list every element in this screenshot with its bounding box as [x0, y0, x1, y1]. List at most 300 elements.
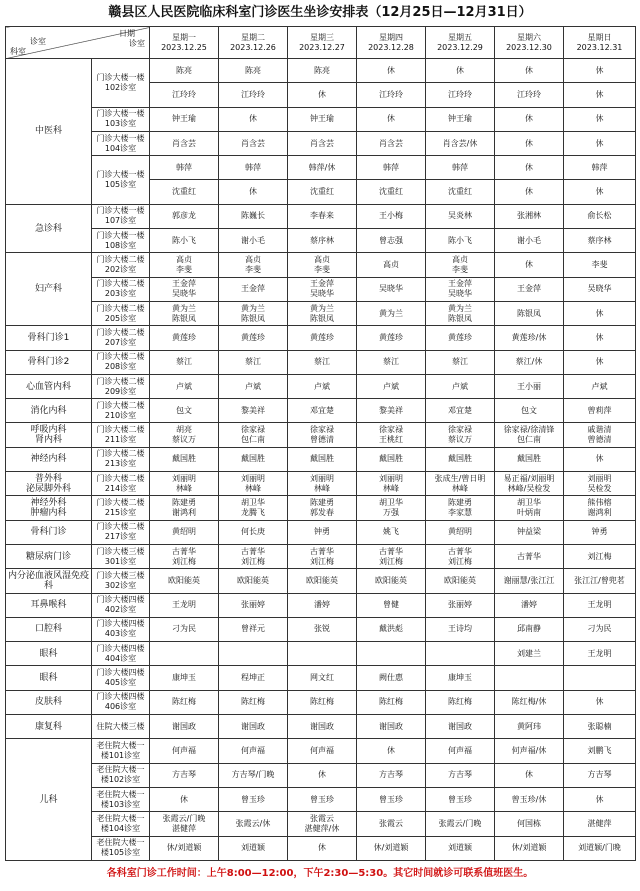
doctor-cell: 曾志强: [357, 229, 426, 253]
doctor-cell: 休: [564, 107, 636, 131]
doctor-cell: 刘丽明 林峰: [357, 472, 426, 496]
table-row: [6, 59, 636, 83]
day-header: [288, 27, 357, 59]
doctor-cell: 戚谐清 曾德清: [564, 423, 636, 447]
doctor-cell: 休: [495, 131, 564, 155]
doctor-cell: 张霞云: [357, 812, 426, 836]
doctor-cell: 王小梅: [357, 204, 426, 228]
table-row: [6, 447, 636, 471]
doctor-cell: 谢国政: [288, 715, 357, 739]
doctor-cell: 李斐: [564, 253, 636, 277]
doctor-cell: 陈亮: [288, 59, 357, 83]
doctor-cell: 欧阳能英: [219, 569, 288, 593]
department-cell: 眼科: [6, 642, 92, 666]
doctor-cell: [219, 642, 288, 666]
weekday-label: 星期六: [517, 32, 541, 42]
weekday-label: 星期一: [172, 32, 196, 42]
room-cell: 门诊大楼一楼 105诊室: [92, 156, 150, 205]
doctor-cell: 吴炎林: [426, 204, 495, 228]
doctor-cell: 徐家禄 曾德清: [288, 423, 357, 447]
room-cell: 门诊大楼二楼 207诊室: [92, 326, 150, 350]
table-row: [6, 812, 636, 836]
doctor-cell: 王小丽: [495, 374, 564, 398]
doctor-cell: 休: [288, 763, 357, 787]
doctor-cell: 张成生/曾日明 林峰: [426, 472, 495, 496]
doctor-cell: 休: [357, 739, 426, 763]
doctor-cell: 方吉琴/门晚: [219, 763, 288, 787]
doctor-cell: 陈红梅: [357, 690, 426, 714]
doctor-cell: 黄阿玮: [495, 715, 564, 739]
room-cell: 门诊大楼一楼 103诊室: [92, 107, 150, 131]
department-cell: 内分泌血液风湿免疫科: [6, 569, 92, 593]
doctor-cell: 陈红梅/休: [495, 690, 564, 714]
doctor-cell: 包文: [150, 399, 219, 423]
table-row: [6, 472, 636, 496]
table-row: [6, 374, 636, 398]
doctor-cell: 休: [426, 59, 495, 83]
doctor-cell: 卢斌: [564, 374, 636, 398]
table-row: [6, 690, 636, 714]
doctor-cell: 休: [219, 180, 288, 204]
weekday-label: 星期四: [379, 32, 403, 42]
doctor-cell: 邓宜楚: [426, 399, 495, 423]
doctor-cell: 谢国政: [150, 715, 219, 739]
doctor-cell: 休: [288, 836, 357, 860]
corner-room-label: 诊室: [129, 39, 145, 48]
room-cell: 门诊大楼一楼 104诊室: [92, 131, 150, 155]
doctor-cell: [357, 642, 426, 666]
doctor-cell: 江玲玲: [150, 83, 219, 107]
doctor-cell: 休/刘道颖: [150, 836, 219, 860]
doctor-cell: 黄莲珍: [426, 326, 495, 350]
doctor-cell: 沈重红: [357, 180, 426, 204]
doctor-cell: 刁为民: [150, 617, 219, 641]
day-header: [219, 27, 288, 59]
doctor-cell: 韩萍: [564, 156, 636, 180]
doctor-cell: 休: [495, 107, 564, 131]
doctor-cell: 张霞云/门晚: [426, 812, 495, 836]
doctor-cell: 肖含芸: [288, 131, 357, 155]
doctor-cell: 休: [564, 787, 636, 811]
doctor-cell: 休: [564, 180, 636, 204]
doctor-cell: 休: [564, 301, 636, 325]
doctor-cell: 曾玉珍: [288, 787, 357, 811]
doctor-cell: 康坤玉: [426, 666, 495, 690]
weekday-label: 星期二: [241, 32, 265, 42]
table-row: [6, 277, 636, 301]
doctor-cell: 王金萍 吴晓华: [426, 277, 495, 301]
doctor-cell: 黎美祥: [219, 399, 288, 423]
date-label: 2023.12.30: [506, 42, 552, 52]
table-row: [6, 253, 636, 277]
doctor-cell: 陈红梅: [150, 690, 219, 714]
doctor-cell: 卢斌: [150, 374, 219, 398]
doctor-cell: 沈重红: [288, 180, 357, 204]
room-cell: 老住院大楼一 楼105诊室: [92, 836, 150, 860]
doctor-cell: 刘鹏飞: [564, 739, 636, 763]
department-cell: 口腔科: [6, 617, 92, 641]
room-cell: 门诊大楼二楼 215诊室: [92, 496, 150, 520]
doctor-cell: [426, 642, 495, 666]
room-cell: 门诊大楼三楼 302诊室: [92, 569, 150, 593]
doctor-cell: 王龙明: [564, 642, 636, 666]
doctor-cell: 潘婷: [495, 593, 564, 617]
room-cell: 门诊大楼二楼 203诊室: [92, 277, 150, 301]
doctor-cell: 欧阳能英: [150, 569, 219, 593]
doctor-cell: 刘建兰: [495, 642, 564, 666]
table-row: [6, 666, 636, 690]
clinic-hours-note: 各科室门诊工作时间：上午8:00—12:00，下午2:30—5:30。其它时间就诊可联系值班医生。: [106, 868, 534, 879]
schedule-table: [5, 26, 636, 861]
doctor-cell: 沈重红: [426, 180, 495, 204]
doctor-cell: 古菁华 刘江梅: [219, 544, 288, 568]
date-label: 2023.12.31: [576, 42, 623, 52]
doctor-cell: 刁为民: [564, 617, 636, 641]
department-cell: 骨科门诊1: [6, 326, 92, 350]
doctor-cell: 王金萍: [495, 277, 564, 301]
table-row: [6, 763, 636, 787]
day-header: [564, 27, 636, 59]
header-row: [6, 27, 636, 59]
doctor-cell: 程坤正: [219, 666, 288, 690]
doctor-cell: 邱南静: [495, 617, 564, 641]
doctor-cell: 江玲玲: [495, 83, 564, 107]
doctor-cell: 卢斌: [426, 374, 495, 398]
doctor-cell: 休: [564, 326, 636, 350]
doctor-cell: 徐家禄 蔡议万: [426, 423, 495, 447]
doctor-cell: 休: [564, 350, 636, 374]
doctor-cell: 古菁华 刘江梅: [288, 544, 357, 568]
doctor-cell: 张丽婷: [426, 593, 495, 617]
doctor-cell: 古菁华 刘江梅: [426, 544, 495, 568]
department-cell: 妇产科: [6, 253, 92, 326]
doctor-cell: 卢斌: [357, 374, 426, 398]
doctor-cell: 休: [495, 156, 564, 180]
doctor-cell: 陈小飞: [426, 229, 495, 253]
room-cell: 门诊大楼二楼 211诊室: [92, 423, 150, 447]
doctor-cell: [150, 642, 219, 666]
doctor-cell: 李春来: [288, 204, 357, 228]
doctor-cell: 戴国胜: [288, 447, 357, 471]
date-label: 2023.12.26: [230, 42, 276, 52]
doctor-cell: 高贞 李斐: [219, 253, 288, 277]
table-row: [6, 229, 636, 253]
date-label: 2023.12.28: [368, 42, 414, 52]
doctor-cell: 江玲玲: [219, 83, 288, 107]
doctor-cell: 康坤玉: [150, 666, 219, 690]
doctor-cell: 刘道颖: [426, 836, 495, 860]
doctor-cell: 休: [288, 83, 357, 107]
day-header: [426, 27, 495, 59]
doctor-cell: 黎美祥: [357, 399, 426, 423]
doctor-cell: 何声福: [288, 739, 357, 763]
doctor-cell: 黄莲珍: [219, 326, 288, 350]
doctor-cell: 蔡江: [288, 350, 357, 374]
doctor-cell: 戴国胜: [357, 447, 426, 471]
table-row: [6, 301, 636, 325]
doctor-cell: 曾玉珍: [426, 787, 495, 811]
doctor-cell: 蔡序林: [564, 229, 636, 253]
doctor-cell: 吴晓华: [357, 277, 426, 301]
doctor-cell: 休: [219, 107, 288, 131]
department-cell: 中医科: [6, 59, 92, 205]
doctor-cell: 胡卫华 万强: [357, 496, 426, 520]
department-cell: 眼科: [6, 666, 92, 690]
doctor-cell: 王诗均: [426, 617, 495, 641]
doctor-cell: 曾健: [357, 593, 426, 617]
doctor-cell: 陈建勇 李家慧: [426, 496, 495, 520]
doctor-cell: 张霞云/门晚 湛健萍: [150, 812, 219, 836]
room-cell: 门诊大楼二楼 214诊室: [92, 472, 150, 496]
doctor-cell: 钟王瑜: [150, 107, 219, 131]
doctor-cell: 熊伟榕 谢鸿利: [564, 496, 636, 520]
doctor-cell: 蔡江: [150, 350, 219, 374]
doctor-cell: 休: [564, 690, 636, 714]
doctor-cell: 黄为兰 陈银凤: [219, 301, 288, 325]
room-cell: 门诊大楼四楼 405诊室: [92, 666, 150, 690]
doctor-cell: 徐家禄 王桃红: [357, 423, 426, 447]
doctor-cell: 韩萍: [357, 156, 426, 180]
day-header: [495, 27, 564, 59]
room-cell: 门诊大楼二楼 213诊室: [92, 447, 150, 471]
doctor-cell: 休: [495, 763, 564, 787]
doctor-cell: 刘丽明 林峰: [288, 472, 357, 496]
doctor-cell: 方吉琴: [564, 763, 636, 787]
doctor-cell: 沈重红: [150, 180, 219, 204]
doctor-cell: 黄为兰 陈银凤: [426, 301, 495, 325]
room-cell: 老住院大楼一 楼101诊室: [92, 739, 150, 763]
table-row: [6, 131, 636, 155]
doctor-cell: 谢小毛: [219, 229, 288, 253]
room-cell: 门诊大楼二楼 209诊室: [92, 374, 150, 398]
room-cell: 住院大楼三楼: [92, 715, 150, 739]
doctor-cell: 曾玉珍/休: [495, 787, 564, 811]
doctor-cell: 黄绍明: [150, 520, 219, 544]
table-row: [6, 642, 636, 666]
table-row: [6, 107, 636, 131]
doctor-cell: 休: [357, 107, 426, 131]
doctor-cell: 王龙明: [564, 593, 636, 617]
doctor-cell: 邓宜楚: [288, 399, 357, 423]
doctor-cell: 何长庚: [219, 520, 288, 544]
doctor-cell: 陈建勇 郭发春: [288, 496, 357, 520]
doctor-cell: 休: [495, 59, 564, 83]
day-header: [357, 27, 426, 59]
table-row: [6, 496, 636, 520]
doctor-cell: 戴国胜: [495, 447, 564, 471]
doctor-cell: 曾玉珍: [357, 787, 426, 811]
doctor-cell: 谢国政: [219, 715, 288, 739]
department-cell: 儿科: [6, 739, 92, 860]
table-row: [6, 569, 636, 593]
doctor-cell: 包文: [495, 399, 564, 423]
doctor-cell: 钟勇: [288, 520, 357, 544]
doctor-cell: 刘丽明 吴检发: [564, 472, 636, 496]
doctor-cell: 欧阳能英: [357, 569, 426, 593]
doctor-cell: 高贞: [357, 253, 426, 277]
doctor-cell: [495, 666, 564, 690]
doctor-cell: 俞长松: [564, 204, 636, 228]
doctor-cell: 戴国胜: [219, 447, 288, 471]
department-cell: 糖尿病门诊: [6, 544, 92, 568]
department-cell: 普外科 泌尿脚外科: [6, 472, 92, 496]
doctor-cell: 何声福: [150, 739, 219, 763]
doctor-cell: 何国栋: [495, 812, 564, 836]
department-cell: 心血管内科: [6, 374, 92, 398]
doctor-cell: 谢小毛: [495, 229, 564, 253]
doctor-cell: 张锐: [288, 617, 357, 641]
doctor-cell: 胡亮 蔡议万: [150, 423, 219, 447]
day-header: [150, 27, 219, 59]
doctor-cell: 张江江/曾兜茗: [564, 569, 636, 593]
room-cell: 门诊大楼四楼 406诊室: [92, 690, 150, 714]
doctor-cell: 陈小飞: [150, 229, 219, 253]
doctor-cell: 高贞 李斐: [150, 253, 219, 277]
doctor-cell: 卢斌: [288, 374, 357, 398]
doctor-cell: 黄莲珍: [288, 326, 357, 350]
doctor-cell: 曾祥元: [219, 617, 288, 641]
doctor-cell: 徐家禄 包仁南: [219, 423, 288, 447]
doctor-cell: 蔡江: [357, 350, 426, 374]
doctor-cell: 钟益梁: [495, 520, 564, 544]
date-label: 2023.12.29: [437, 42, 483, 52]
table-row: [6, 739, 636, 763]
room-cell: 老住院大楼一 楼102诊室: [92, 763, 150, 787]
room-cell: 门诊大楼一楼 107诊室: [92, 204, 150, 228]
room-cell: 门诊大楼四楼 402诊室: [92, 593, 150, 617]
doctor-cell: 陈红梅: [219, 690, 288, 714]
doctor-cell: 戴国胜: [150, 447, 219, 471]
department-cell: 皮肤科: [6, 690, 92, 714]
corner-room-label-2: 诊室: [30, 37, 46, 46]
doctor-cell: 戴洪彪: [357, 617, 426, 641]
doctor-cell: 黄莲珍: [357, 326, 426, 350]
doctor-cell: 黄为兰: [357, 301, 426, 325]
doctor-cell: 休: [564, 59, 636, 83]
doctor-cell: 韩萍: [426, 156, 495, 180]
department-cell: 骨科门诊2: [6, 350, 92, 374]
doctor-cell: 江玲玲: [426, 83, 495, 107]
room-cell: 门诊大楼二楼 208诊室: [92, 350, 150, 374]
doctor-cell: 陈亮: [150, 59, 219, 83]
doctor-cell: 江玲玲: [357, 83, 426, 107]
department-cell: 急诊科: [6, 204, 92, 253]
doctor-cell: 刘江梅: [564, 544, 636, 568]
doctor-cell: 阙仕惠: [357, 666, 426, 690]
department-cell: 骨科门诊: [6, 520, 92, 544]
doctor-cell: 肖含芸: [150, 131, 219, 155]
doctor-cell: 王金萍 吴晓华: [150, 277, 219, 301]
department-cell: 耳鼻喉科: [6, 593, 92, 617]
room-cell: 门诊大楼四楼 404诊室: [92, 642, 150, 666]
doctor-cell: 高贞 李斐: [288, 253, 357, 277]
doctor-cell: 方吉琴: [426, 763, 495, 787]
room-cell: 老住院大楼一 楼104诊室: [92, 812, 150, 836]
corner-cell: [6, 27, 150, 59]
doctor-cell: 曾莉萍: [564, 399, 636, 423]
doctor-cell: 王龙明: [150, 593, 219, 617]
doctor-cell: 张丽婷: [219, 593, 288, 617]
department-cell: 呼吸内科 肾内科: [6, 423, 92, 447]
doctor-cell: 肖含芸: [357, 131, 426, 155]
doctor-cell: 休/刘道颖: [495, 836, 564, 860]
doctor-cell: 刘丽明 林峰: [150, 472, 219, 496]
doctor-cell: 黄莲珍/休: [495, 326, 564, 350]
date-label: 2023.12.25: [161, 42, 207, 52]
doctor-cell: 谢国政: [426, 715, 495, 739]
doctor-cell: [288, 642, 357, 666]
doctor-cell: 胡卫华 叶炳南: [495, 496, 564, 520]
doctor-cell: 潘婷: [288, 593, 357, 617]
doctor-cell: 陈巍长: [219, 204, 288, 228]
doctor-cell: 蔡序林: [288, 229, 357, 253]
doctor-cell: 蔡江: [219, 350, 288, 374]
doctor-cell: 韩萍: [150, 156, 219, 180]
room-cell: 门诊大楼一楼 108诊室: [92, 229, 150, 253]
doctor-cell: 谢国政: [357, 715, 426, 739]
doctor-cell: 陈红梅: [288, 690, 357, 714]
doctor-cell: 黄绍明: [426, 520, 495, 544]
weekday-label: 星期日: [587, 32, 612, 42]
department-cell: 神经内科: [6, 447, 92, 471]
table-row: [6, 326, 636, 350]
doctor-cell: 欧阳能英: [288, 569, 357, 593]
doctor-cell: 刘道颖: [219, 836, 288, 860]
doctor-cell: 戴国胜: [426, 447, 495, 471]
doctor-cell: 何声福/休: [495, 739, 564, 763]
department-cell: 康复科: [6, 715, 92, 739]
doctor-cell: 休: [495, 180, 564, 204]
doctor-cell: 方吉琴: [357, 763, 426, 787]
room-cell: 老住院大楼一 楼103诊室: [92, 787, 150, 811]
corner-date-label: 日期: [119, 29, 135, 38]
doctor-cell: 黄为兰 陈银凤: [150, 301, 219, 325]
table-row: [6, 423, 636, 447]
table-row: [6, 520, 636, 544]
department-cell: 消化内科: [6, 399, 92, 423]
doctor-cell: 休: [150, 787, 219, 811]
room-cell: 门诊大楼二楼 202诊室: [92, 253, 150, 277]
doctor-cell: 王金萍 吴晓华: [288, 277, 357, 301]
corner-dept-label: 科室: [10, 47, 26, 56]
doctor-cell: 休/刘道颖: [357, 836, 426, 860]
table-row: [6, 593, 636, 617]
doctor-cell: 张聪楠: [564, 715, 636, 739]
department-cell: 神经外科 肿瘤内科: [6, 496, 92, 520]
doctor-cell: 休: [564, 447, 636, 471]
doctor-cell: 蔡江: [426, 350, 495, 374]
doctor-cell: 钟王瑜: [288, 107, 357, 131]
doctor-cell: 钟王瑜: [426, 107, 495, 131]
doctor-cell: 王金萍: [219, 277, 288, 301]
doctor-cell: 网文红: [288, 666, 357, 690]
doctor-cell: 何声福: [219, 739, 288, 763]
doctor-cell: 郭彦龙: [150, 204, 219, 228]
doctor-cell: 张霞云/休: [219, 812, 288, 836]
doctor-cell: 欧阳能英: [426, 569, 495, 593]
doctor-cell: 湛健萍: [564, 812, 636, 836]
weekday-label: 星期三: [310, 32, 334, 42]
doctor-cell: 刘丽明 林峰: [219, 472, 288, 496]
doctor-cell: 高贞 李斐: [426, 253, 495, 277]
table-row: [6, 836, 636, 860]
room-cell: 门诊大楼三楼 301诊室: [92, 544, 150, 568]
doctor-cell: 卢斌: [219, 374, 288, 398]
doctor-cell: 钟勇: [564, 520, 636, 544]
doctor-cell: 黄为兰 陈银凤: [288, 301, 357, 325]
doctor-cell: 徐家禄/徐清锋 包仁南: [495, 423, 564, 447]
doctor-cell: 张湘林: [495, 204, 564, 228]
